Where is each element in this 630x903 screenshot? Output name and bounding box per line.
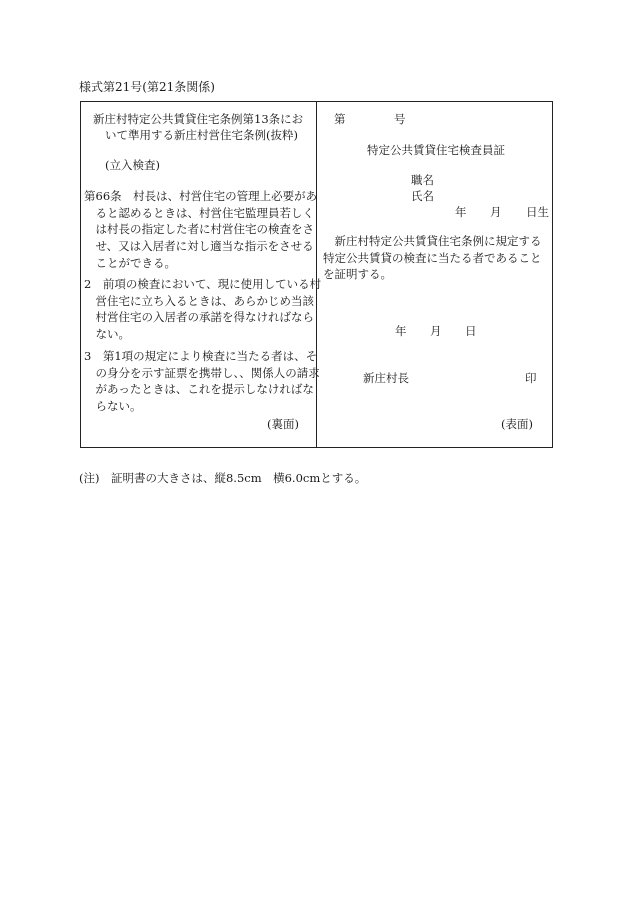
number-prefix: 第 bbox=[334, 112, 346, 126]
birth-day-label: 日生 bbox=[526, 205, 549, 219]
footnote: (注) 証明書の大きさは、縦8.5cm 横6.0cmとする。 bbox=[79, 471, 367, 485]
back-heading-line1: 新庄村特定公共賃貸住宅条例第13条にお bbox=[93, 112, 304, 126]
certification-text: 新庄村特定公共賃貸住宅条例に規定する特定公共賃貸の検査に当たる者であることを証明する。 bbox=[323, 234, 542, 282]
paragraph-3: 3 第1項の規定により検査に当たる者は、その身分を示す証票を携帯し、、関係人の請求があったときは、これを提示しなければならない。 bbox=[84, 349, 320, 414]
seal-mark: 印 bbox=[525, 371, 537, 385]
number-suffix: 号 bbox=[394, 112, 406, 126]
certificate-card bbox=[80, 101, 553, 448]
birth-year-label: 年 bbox=[455, 205, 467, 219]
back-heading-line2: いて準用する新庄村営住宅条例(抜粋) bbox=[105, 128, 298, 142]
section-label: (立入検査) bbox=[105, 158, 160, 172]
form-title: 様式第21号(第21条関係) bbox=[79, 80, 215, 94]
article-66: 第66条 村長は、村営住宅の管理上必要があると認めるときは、村営住宅監理員若しくは村長の指定した者に村営住宅の検査をさせ、又は入居者に対し適当な指示をさせることができる。 bbox=[84, 189, 318, 270]
issuer-name: 新庄村長 bbox=[363, 371, 409, 385]
card-back-side bbox=[81, 102, 322, 447]
name-label: 氏名 bbox=[411, 189, 434, 203]
paragraph-2: 2 前項の検査において、現に使用している村営住宅に立ち入るときは、あらかじめ当該村営住宅の入居者の承諾を得なければならない。 bbox=[84, 277, 322, 342]
back-side-label: (裏面) bbox=[267, 417, 299, 431]
issue-day-label: 日 bbox=[465, 324, 477, 338]
position-label: 職名 bbox=[411, 173, 434, 187]
issue-month-label: 月 bbox=[430, 324, 442, 338]
card-title: 特定公共賃貸住宅検査員証 bbox=[367, 143, 505, 157]
card-front-side bbox=[317, 102, 553, 447]
birth-month-label: 月 bbox=[490, 205, 502, 219]
issue-year-label: 年 bbox=[395, 324, 407, 338]
front-side-label: (表面) bbox=[501, 417, 533, 431]
